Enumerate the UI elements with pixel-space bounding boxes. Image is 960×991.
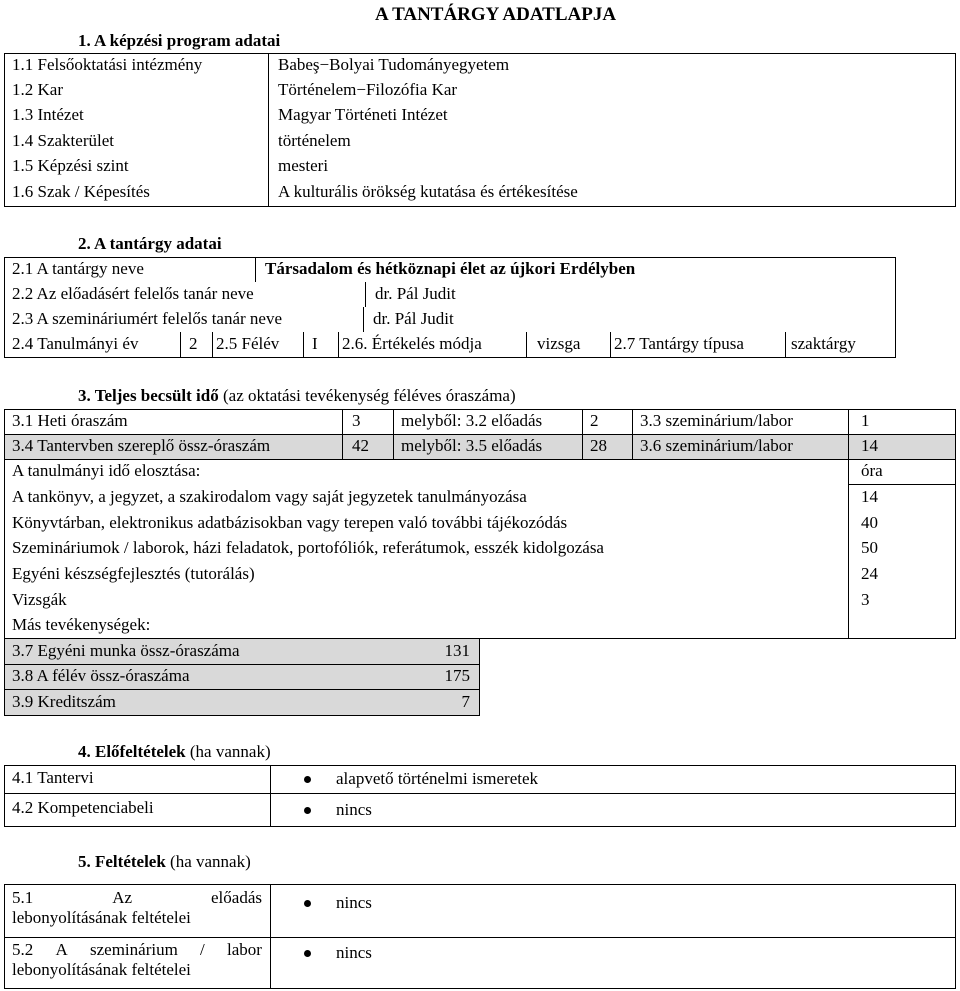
label-part: szeminárium <box>90 940 178 959</box>
label-part: A <box>55 940 68 959</box>
page-title: A TANTÁRGY ADATLAPJA <box>375 4 617 25</box>
distribution-unit: óra <box>861 461 883 480</box>
program-value: mesteri <box>278 156 329 175</box>
individual-work-label: 3.7 Egyéni munka össz-óraszáma <box>12 641 240 660</box>
weekly-seminar-label: 3.3 szeminárium/labor <box>640 411 793 430</box>
prereq-competence-value: nincs <box>336 800 372 819</box>
study-year-value: 2 <box>189 334 198 353</box>
activity-label: Szemináriumok / laborok, házi feladatok, portofóliók, referátumok, esszék kidolgozása <box>12 538 604 557</box>
program-value: Történelem−Filozófia Kar <box>278 80 458 99</box>
bullet-icon <box>304 776 311 783</box>
program-label: 1.5 Képzési szint <box>12 156 129 175</box>
bullet-icon <box>304 807 311 814</box>
lecturer-value: dr. Pál Judit <box>375 284 456 303</box>
activity-label: Egyéni készségfejlesztés (tutorálás) <box>12 564 255 583</box>
weekly-of-label: melyből: 3.2 előadás <box>401 411 543 430</box>
activity-label: Vizsgák <box>12 590 67 609</box>
label-part: Az <box>112 888 133 907</box>
program-value: Babeş−Bolyai Tudományegyetem <box>278 55 510 74</box>
label-part: 5.2 <box>12 940 34 959</box>
activity-hours: 50 <box>861 538 878 557</box>
program-value: történelem <box>278 131 351 150</box>
evaluation-value: vizsga <box>537 334 581 353</box>
program-label: 1.4 Szakterület <box>12 131 114 150</box>
course-name-value: Társadalom és hétköznapi élet az újkori Erdélyben <box>265 259 636 278</box>
bullet-icon <box>304 900 311 907</box>
activity-hours: 24 <box>861 564 878 583</box>
activity-hours: 3 <box>861 590 870 609</box>
bullet-icon <box>304 950 311 957</box>
section-4-heading <box>78 742 271 762</box>
lecture-conditions-label <box>12 888 262 928</box>
section-5-heading-rest: (ha vannak) <box>165 852 251 871</box>
total-seminar-value: 14 <box>861 436 878 455</box>
weekly-seminar-value: 1 <box>861 411 870 430</box>
total-of-label: melyből: 3.5 előadás <box>401 436 543 455</box>
weekly-hours-label: 3.1 Heti óraszám <box>12 411 128 430</box>
seminar-conditions-label <box>12 940 262 980</box>
course-name-label: 2.1 A tantárgy neve <box>12 259 144 278</box>
lecture-conditions-value: nincs <box>336 893 372 912</box>
section-5-heading-bold: 5. Feltételek <box>78 852 166 871</box>
section-5-heading <box>78 852 251 872</box>
program-value: Magyar Történeti Intézet <box>278 105 448 124</box>
weekly-lecture-value: 2 <box>590 411 599 430</box>
activity-hours: 14 <box>861 487 878 506</box>
total-seminar-label: 3.6 szeminárium/labor <box>640 436 793 455</box>
label-part: / <box>200 940 205 959</box>
label-part: labor <box>227 940 262 959</box>
label-line-2: lebonyolításának feltételei <box>12 960 191 979</box>
course-type-value: szaktárgy <box>791 334 856 353</box>
semester-total-label: 3.8 A félév össz-óraszáma <box>12 666 190 685</box>
program-value: A kulturális örökség kutatása és értékesítése <box>278 182 578 201</box>
activity-label: Könyvtárban, elektronikus adatbázisokban vagy terepen való további tájékozódás <box>12 513 568 532</box>
program-label: 1.6 Szak / Képesítés <box>12 182 150 201</box>
section-3-heading-bold: 3. Teljes becsült idő <box>78 386 219 405</box>
prereq-competence-label: 4.2 Kompetenciabeli <box>12 798 154 817</box>
seminar-teacher-value: dr. Pál Judit <box>373 309 454 328</box>
activity-label: Más tevékenységek: <box>12 615 151 634</box>
prereq-curricular-label: 4.1 Tantervi <box>12 768 94 787</box>
distribution-label: A tanulmányi idő elosztása: <box>12 461 201 480</box>
semester-value: I <box>312 334 318 353</box>
activity-label: A tankönyv, a jegyzet, a szakirodalom vagy saját jegyzetek tanulmányozása <box>12 487 527 506</box>
semester-total-value: 175 <box>444 666 470 685</box>
label-part: 5.1 <box>12 888 34 907</box>
weekly-hours-value: 3 <box>352 411 361 430</box>
individual-work-value: 131 <box>444 641 470 660</box>
section-4-heading-bold: 4. Előfeltételek <box>78 742 186 761</box>
section-2-heading: 2. A tantárgy adatai <box>78 234 222 253</box>
activity-hours: 40 <box>861 513 878 532</box>
total-lecture-value: 28 <box>590 436 607 455</box>
section-1-heading: 1. A képzési program adatai <box>78 31 281 50</box>
seminar-conditions-value: nincs <box>336 943 372 962</box>
prereq-curricular-value: alapvető történelmi ismeretek <box>336 769 539 788</box>
course-type-label: 2.7 Tantárgy típusa <box>614 334 744 353</box>
total-hours-label: 3.4 Tantervben szereplő össz-óraszám <box>12 436 271 455</box>
lecturer-label: 2.2 Az előadásért felelős tanár neve <box>12 284 254 303</box>
section-3-heading <box>78 386 516 406</box>
program-label: 1.1 Felsőoktatási intézmény <box>12 55 203 74</box>
evaluation-label: 2.6. Értékelés módja <box>342 334 482 353</box>
label-part: előadás <box>211 888 262 907</box>
study-year-label: 2.4 Tanulmányi év <box>12 334 139 353</box>
section-3-heading-rest: (az oktatási tevékenység féléves óraszáma) <box>218 386 516 405</box>
seminar-teacher-label: 2.3 A szemináriumért felelős tanár neve <box>12 309 283 328</box>
semester-label: 2.5 Félév <box>216 334 280 353</box>
total-hours-value: 42 <box>352 436 369 455</box>
label-line-2: lebonyolításának feltételei <box>12 908 191 927</box>
program-label: 1.2 Kar <box>12 80 63 99</box>
credits-value: 7 <box>461 692 470 711</box>
program-label: 1.3 Intézet <box>12 105 84 124</box>
credits-label: 3.9 Kreditszám <box>12 692 116 711</box>
section-4-heading-rest: (ha vannak) <box>185 742 271 761</box>
